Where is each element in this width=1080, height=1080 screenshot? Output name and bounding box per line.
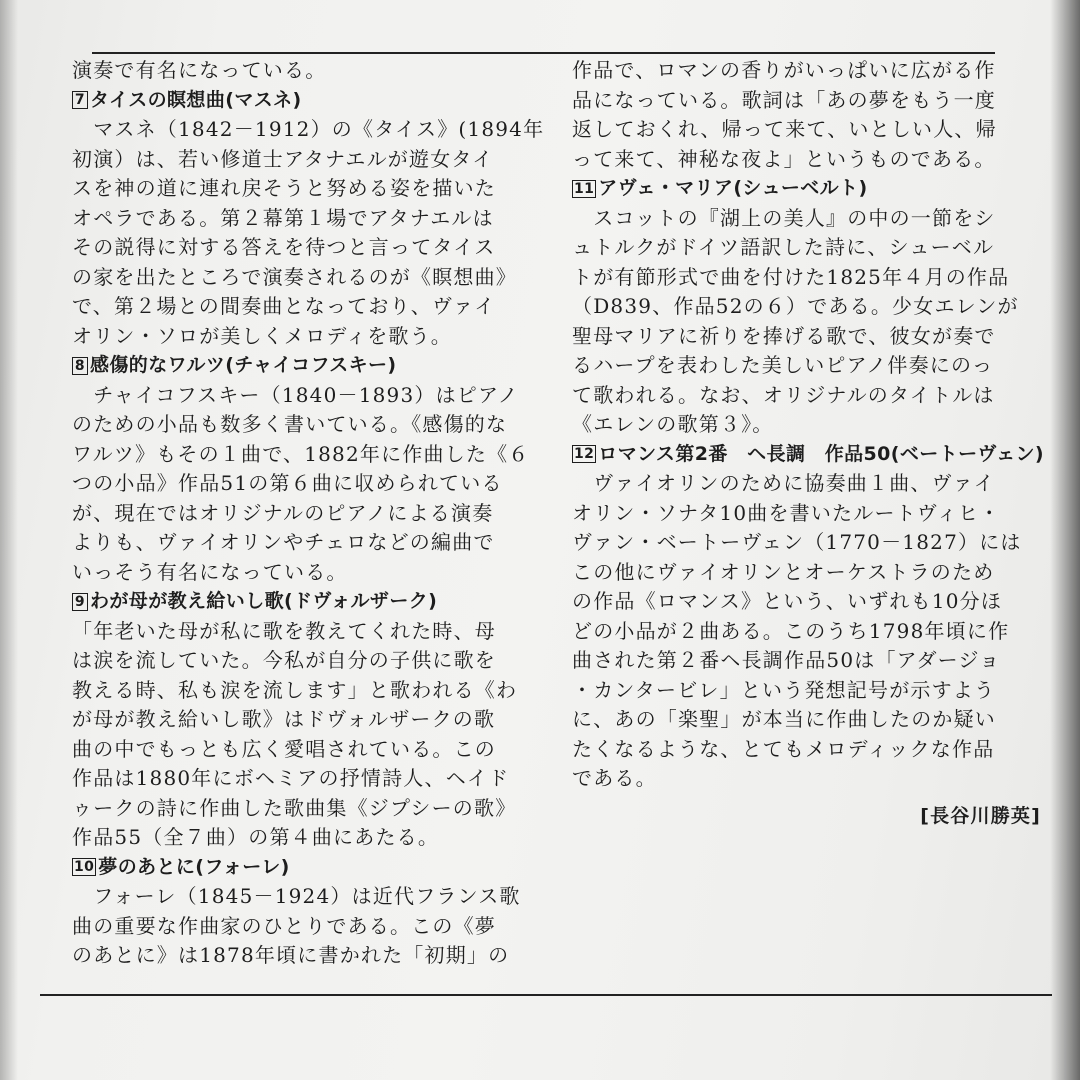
section-title: わが母が教え給いし歌(ドヴォルザーク)	[90, 590, 438, 612]
right-column	[572, 56, 1047, 831]
body-line: 品になっている。歌詞は「あの夢をもう一度	[572, 87, 996, 112]
section-heading	[572, 440, 1047, 470]
section-title: 夢のあとに(フォーレ)	[98, 855, 290, 878]
body-line: のあとに》は1878年頃に書かれた「初期」の	[72, 943, 510, 967]
body-line: ・カンタービレ」という発想記号が示すよう	[572, 677, 996, 702]
body-line: チャイコフスキー（1840－1893）はピアノ	[72, 382, 519, 407]
body-line: この他にヴァイオリンとオーケストラのため	[572, 559, 995, 584]
body-line: て歌われる。なお、オリジナルのタイトルは	[572, 382, 995, 407]
left-column	[72, 56, 545, 971]
body-line: ヴァイオリンのために協奏曲１曲、ヴァイ	[572, 471, 995, 495]
body-line: の作品《ロマンス》という、いずれも10分ほ	[572, 589, 1003, 613]
section-heading	[72, 86, 542, 116]
body-line: で、第２場との間奏曲となっており、ヴァイ	[72, 294, 496, 318]
body-line: 曲の中でもっとも広く愛唱されている。この	[72, 736, 496, 761]
track-number-badge: 10	[74, 859, 95, 876]
body-line: オリン・ソロが美しくメロディを歌う。	[72, 323, 452, 348]
track-number-badge: 12	[574, 446, 595, 463]
track-number-badge: 7	[72, 91, 88, 109]
body-line: は涙を流していた。今私が自分の子供に歌を	[72, 648, 496, 672]
section-heading	[572, 174, 1047, 204]
section-heading	[72, 853, 542, 883]
body-line: フォーレ（1845－1924）は近代フランス歌	[72, 884, 521, 908]
body-line: 「年老いた母が私に歌を教えてくれた時、母	[72, 618, 496, 643]
body-line: 作品は1880年にボヘミアの抒情詩人、ヘイド	[72, 766, 510, 790]
body-line: マスネ（1842－1912）の《タイス》(1894年	[72, 117, 545, 141]
body-line: 聖母マリアに祈りを捧げる歌で、彼女が奏で	[572, 323, 996, 348]
body-line: スコットの『湖上の美人』の中の一節をシ	[572, 205, 996, 230]
body-line: のための小品も数多く書いている。《感傷的な	[72, 412, 508, 436]
body-line: （D839、作品52の６）である。少女エレンが	[572, 294, 1019, 318]
body-line: いっそう有名になっている。	[72, 559, 348, 584]
body-line: 作品55（全７曲）の第４曲にあたる。	[72, 825, 440, 849]
body-line: が、現在ではオリジナルのピアノによる演奏	[72, 500, 494, 525]
body-line: るハープを表わした美しいピアノ伴奏にのっ	[572, 353, 994, 377]
body-line: どの小品が２曲ある。このうち1798年頃に作	[572, 618, 1010, 643]
page-shadow-right	[1050, 0, 1080, 1080]
body-line: ュトルクがドイツ語訳した詩に、シューベル	[572, 235, 995, 259]
page-shadow-left	[0, 0, 18, 1080]
body-line: に、あの「楽聖」が本当に作曲したのか疑い	[572, 707, 996, 731]
section-heading	[72, 587, 542, 617]
body-line: オリン・ソナタ10曲を書いたルートヴィヒ・	[572, 500, 1001, 525]
body-line: オペラである。第２幕第１場でアタナエルは	[72, 205, 494, 230]
body-line: である。	[572, 766, 657, 790]
top-rule	[92, 52, 995, 54]
body-line: ワルツ》もその１曲で、1882年に作曲した《６	[72, 441, 530, 466]
section-title: タイスの瞑想曲(マスネ)	[90, 88, 302, 111]
body-line: 教える時、私も涙を流します」と歌われる《わ	[72, 677, 518, 702]
track-number-badge: 11	[574, 180, 595, 197]
body-line: 曲された第２番ヘ長調作品50は「アダージョ	[572, 648, 1001, 672]
body-line: 《エレンの歌第３》。	[572, 412, 774, 436]
body-line: トが有節形式で曲を付けた1825年４月の作品	[572, 264, 1010, 289]
body-line: スを神の道に連れ戻そうと努める姿を描いた	[72, 176, 496, 200]
body-line: たくなるような、とてもメロディックな作品	[572, 736, 995, 761]
body-line: 作品で、ロマンの香りがいっぱいに広がる作	[572, 58, 996, 82]
author-signature: [長谷川勝英]	[920, 804, 1041, 827]
section-title: アヴェ・マリア(シューベルト)	[598, 177, 868, 199]
section-title: ロマンス第2番 ヘ長調 作品50(ベートーヴェン)	[598, 442, 1044, 465]
body-line: つの小品》作品51の第６曲に収められている	[72, 471, 503, 495]
body-line: ゥークの詩に作曲した歌曲集《ジプシーの歌》	[72, 795, 517, 820]
body-line: よりも、ヴァイオリンやチェロなどの編曲で	[72, 530, 495, 554]
body-line: その説得に対する答えを待つと言ってタイス	[72, 235, 496, 259]
intro-line: 演奏で有名になっている。	[72, 58, 327, 82]
body-line: 初演）は、若い修道士アタナエルが遊女タイ	[72, 146, 494, 171]
track-number-badge: 8	[72, 357, 88, 375]
body-line: 返しておくれ、帰って来て、いとしい人、帰	[572, 117, 997, 141]
body-line: が母が教え給いし歌》はドヴォルザークの歌	[72, 707, 496, 731]
body-line: って来て、神秘な夜よ」というものである。	[572, 146, 996, 171]
bottom-rule	[40, 994, 1052, 996]
track-number-badge: 9	[72, 593, 88, 611]
body-line: 曲の重要な作曲家のひとりである。この《夢	[72, 913, 496, 938]
body-line: の家を出たところで演奏されるのが《瞑想曲》	[72, 264, 517, 289]
section-title: 感傷的なワルツ(チャイコフスキー)	[90, 354, 397, 376]
body-line: ヴァン・ベートーヴェン（1770－1827）には	[572, 530, 1022, 554]
section-heading	[72, 351, 542, 381]
